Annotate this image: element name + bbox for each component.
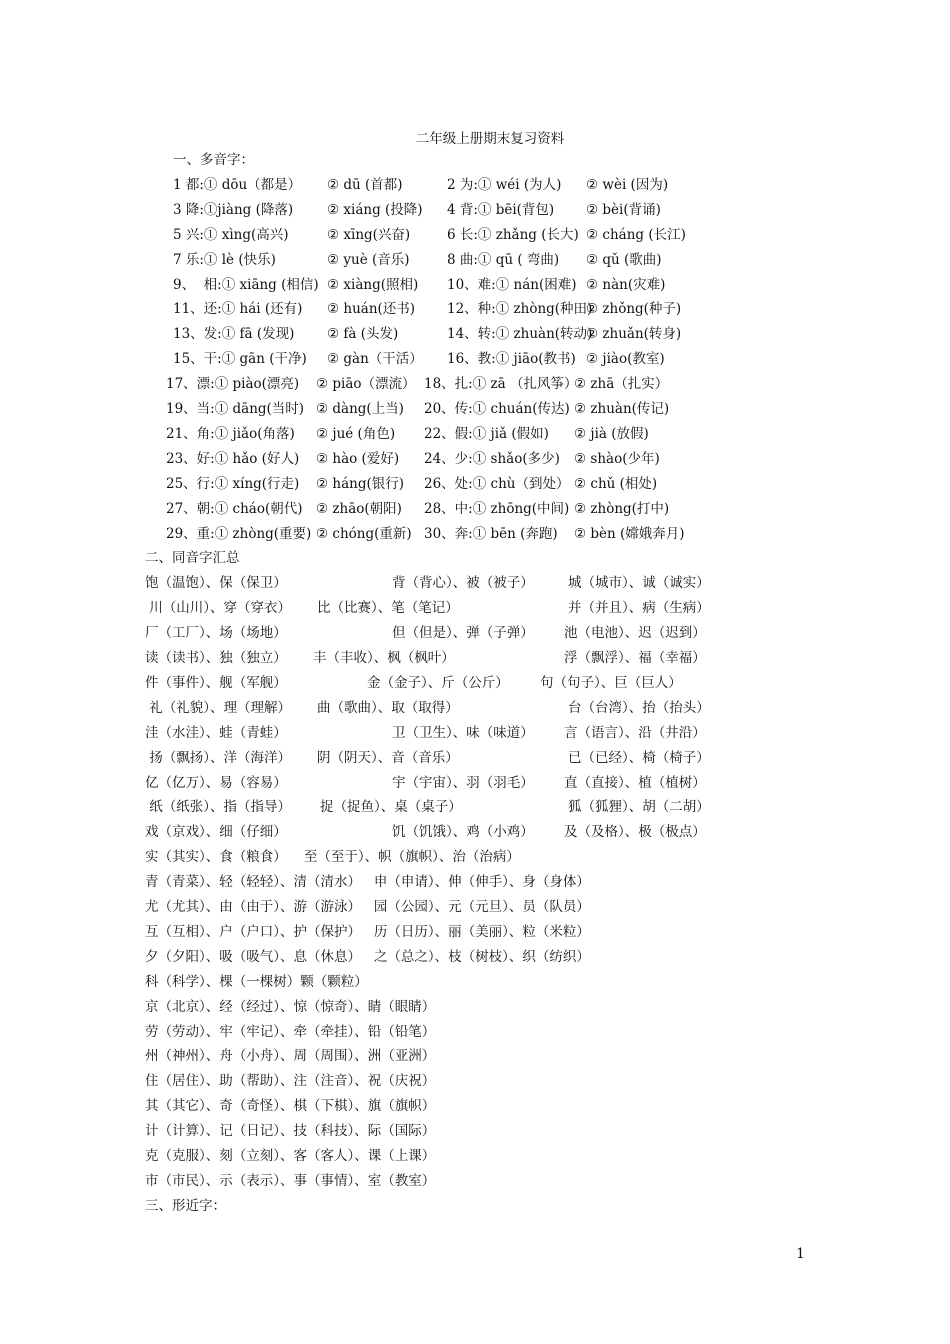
polyphone-row xyxy=(0,200,950,220)
polyphone-entry: ② shào(少年) xyxy=(574,450,660,467)
polyphone-row xyxy=(0,399,950,419)
polyphone-entry: ② zhǒng(种子) xyxy=(586,301,682,318)
homophone-row xyxy=(0,1146,950,1166)
polyphone-row xyxy=(0,449,950,469)
polyphone-row xyxy=(0,275,950,295)
homophone-entry: 夕（夕阳）、吸（吸气）、息（休息） 之（总之）、枝（树枝）、织（纺织） xyxy=(145,948,590,965)
section-heading-homophones xyxy=(0,548,950,568)
polyphone-entry: 4 背:① bēi(背包) xyxy=(447,201,555,218)
polyphone-entry: 1 都:① dōu（都是） xyxy=(173,176,302,193)
homophone-entry: 读（读书）、独（独立） xyxy=(145,650,287,666)
homophone-entry: 科（科学）、棵（一棵树）颗（颗粒） xyxy=(145,973,368,990)
homophone-row xyxy=(0,922,950,942)
polyphone-entry: 6 长:① zhǎng (长大) xyxy=(447,226,579,243)
polyphone-entry: ② zhuǎn(转身) xyxy=(586,326,682,343)
homophone-row xyxy=(0,1022,950,1042)
homophone-entry: 川（山川）、穿（穿衣） xyxy=(145,600,292,617)
polyphone-entry: 23、好:① hǎo (好人) xyxy=(166,450,300,467)
polyphone-entry: ② gàn（干活） xyxy=(327,351,423,368)
polyphone-entry: 19、当:① dāng(当时) xyxy=(166,401,305,417)
polyphone-entry: 27、朝:① cháo(朝代) xyxy=(166,500,303,517)
homophone-entry: 件（事件）、舰（军舰） xyxy=(145,674,287,691)
polyphone-entry: 7 乐:① lè (快乐) xyxy=(173,251,276,268)
polyphone-row xyxy=(0,250,950,270)
section-heading-similar-chars xyxy=(0,1196,950,1216)
homophone-entry: 实（其实）、食（粮食） 至（至于）、帜（旗帜）、治（治病） xyxy=(145,849,520,866)
homophone-entry: 浮（飘浮）、福（幸福） xyxy=(564,650,706,666)
polyphone-entry: 9、 相:① xiāng (相信) xyxy=(173,276,319,293)
polyphone-entry: 11、还:① hái (还有) xyxy=(173,301,303,318)
polyphone-entry: ② zhòng(打中) xyxy=(574,500,670,517)
homophone-row xyxy=(0,1171,950,1191)
homophone-entry: 捉（捉鱼）、桌（桌子） xyxy=(320,799,462,816)
polyphone-entry: 5 兴:① xìng(高兴) xyxy=(173,226,289,243)
polyphone-entry: ② chǔ (相处) xyxy=(574,475,658,492)
section-heading-polyphones xyxy=(0,150,950,170)
polyphone-entry: ② huán(还书) xyxy=(327,301,416,318)
homophone-entry: 狐（狐狸）、胡（二胡） xyxy=(568,799,710,816)
polyphone-entry: 26、处:① chù（到处） xyxy=(424,475,570,492)
polyphone-entry: ② wèi (因为) xyxy=(586,176,669,193)
homophone-entry: 比（比赛）、笔（笔记） xyxy=(317,600,459,617)
homophone-row xyxy=(0,573,950,593)
polyphone-row xyxy=(0,349,950,369)
polyphone-entry: ② fà (头发) xyxy=(327,326,399,343)
homophone-entry: 直（直接）、植（植树） xyxy=(564,774,706,791)
homophone-row xyxy=(0,822,950,842)
homophone-entry: 尤（尤其）、由（由于）、游（游泳） 园（公园）、元（元旦）、员（队员） xyxy=(145,899,590,915)
homophone-row xyxy=(0,673,950,693)
homophone-entry: 克（克服）、刻（立刻）、客（客人）、课（上课） xyxy=(145,1148,436,1164)
polyphone-entry: ② háng(银行) xyxy=(316,475,405,492)
homophone-row xyxy=(0,723,950,743)
polyphone-entry: 16、教:① jiāo(教书) xyxy=(447,351,576,368)
polyphone-entry: 21、角:① jiǎo(角落) xyxy=(166,425,295,442)
polyphone-entry: 3 降:①jiàng (降落) xyxy=(173,201,294,218)
homophone-entry: 并（并且）、病（生病） xyxy=(568,600,710,617)
homophone-row xyxy=(0,897,950,917)
homophone-entry: 饱（温饱）、保（保卫） xyxy=(145,575,287,592)
polyphone-entry: ② hào (爱好) xyxy=(316,450,400,467)
polyphone-entry: ② bèi(背诵) xyxy=(586,201,661,218)
polyphone-entry: ② yuè (音乐) xyxy=(327,251,410,268)
section-heading-text: 三、形近字： xyxy=(145,1197,226,1214)
homophone-entry: 青（青菜）、轻（轻轻）、清（清水） 申（申请）、伸（伸手）、身（身体） xyxy=(145,874,590,891)
polyphone-row xyxy=(0,474,950,494)
polyphone-entry: ② dū (首都) xyxy=(327,176,403,193)
polyphone-entry: ② qǔ (歌曲) xyxy=(586,251,662,268)
homophone-entry: 计（计算）、记（日记）、技（科技）、际（国际） xyxy=(145,1123,436,1140)
homophone-entry: 亿（亿万）、易（容易） xyxy=(145,774,287,791)
polyphone-entry: 29、重:① zhòng(重要) xyxy=(166,525,312,542)
polyphone-entry: 24、少:① shǎo(多少) xyxy=(424,450,560,467)
polyphone-row xyxy=(0,299,950,319)
polyphone-entry: ② piāo（漂流） xyxy=(316,376,416,393)
homophone-row xyxy=(0,872,950,892)
homophone-entry: 城（城市）、诚（诚实） xyxy=(568,575,710,592)
homophone-row xyxy=(0,773,950,793)
homophone-entry: 但（但是）、弹（子弹） xyxy=(392,625,534,642)
polyphone-row xyxy=(0,499,950,519)
polyphone-entry: 25、行:① xíng(行走) xyxy=(166,475,300,492)
polyphone-entry: ② nàn(灾难) xyxy=(586,276,666,293)
document-title: 二年级上册期末复习资料 xyxy=(415,131,565,147)
homophone-entry: 戏（京戏）、细（仔细） xyxy=(145,824,287,841)
homophone-row xyxy=(0,698,950,718)
polyphone-row xyxy=(0,374,950,394)
polyphone-entry: ② jiào(教室) xyxy=(586,351,665,368)
homophone-row xyxy=(0,972,950,992)
polyphone-entry: 8 曲:① qū ( 弯曲) xyxy=(447,251,560,268)
polyphone-entry: 18、扎:① zā （扎风筝） xyxy=(424,376,578,393)
polyphone-entry: 17、漂:① piào(漂亮) xyxy=(166,376,300,393)
homophone-entry: 言（语言）、沿（井沿） xyxy=(564,724,706,741)
homophone-entry: 台（台湾）、抬（抬头） xyxy=(568,699,710,716)
polyphone-entry: ② xiàng(照相) xyxy=(327,276,419,293)
homophone-entry: 厂（工厂）、场（场地） xyxy=(145,625,287,642)
homophone-entry: 其（其它）、奇（奇怪）、棋（下棋）、旗（旗帜） xyxy=(145,1098,436,1115)
polyphone-entry: ② dàng(上当) xyxy=(316,401,404,417)
homophone-entry: 京（北京）、经（经过）、惊（惊奇）、睛（眼睛） xyxy=(145,998,436,1015)
polyphone-entry: ② zhā（扎实） xyxy=(574,376,669,393)
homophone-row xyxy=(0,598,950,618)
homophone-entry: 曲（歌曲）、取（取得） xyxy=(317,699,459,716)
homophone-entry: 金（金子）、斤（公斤） xyxy=(367,674,509,691)
homophone-row xyxy=(0,847,950,867)
section-heading-text: 二、同音字汇总 xyxy=(145,550,240,567)
polyphone-row xyxy=(0,424,950,444)
homophone-entry: 背（背心）、被（被子） xyxy=(392,575,534,592)
homophone-entry: 州（神州）、舟（小舟）、周（周围）、洲（亚洲） xyxy=(145,1048,436,1065)
polyphone-entry: 30、奔:① bēn (奔跑) xyxy=(424,525,558,542)
homophone-entry: 礼（礼貌）、理（理解） xyxy=(145,699,292,716)
polyphone-entry: 20、传:① chuán(传达) xyxy=(424,401,570,417)
homophone-row xyxy=(0,1121,950,1141)
polyphone-entry: ② jià (放假) xyxy=(574,425,649,442)
homophone-row xyxy=(0,1096,950,1116)
homophone-entry: 句（句子）、巨（巨人） xyxy=(540,674,682,691)
polyphone-row xyxy=(0,175,950,195)
homophone-entry: 饥（饥饿）、鸡（小鸡） xyxy=(392,824,534,841)
polyphone-entry: 22、假:① jiǎ (假如) xyxy=(424,425,549,442)
homophone-entry: 劳（劳动）、牢（牢记）、牵（牵挂）、铅（铅笔） xyxy=(145,1023,436,1040)
polyphone-entry: 28、中:① zhōng(中间) xyxy=(424,500,570,517)
polyphone-entry: ② cháng (长江) xyxy=(586,226,686,243)
polyphone-entry: ② xīng(兴奋) xyxy=(327,226,411,243)
homophone-row xyxy=(0,997,950,1017)
homophone-entry: 及（及格）、极（极点） xyxy=(564,824,706,841)
homophone-entry: 互（互相）、户（户口）、护（保护） 历（日历）、丽（美丽）、粒（米粒） xyxy=(145,923,590,940)
homophone-entry: 阴（阴天）、音（音乐） xyxy=(317,749,459,766)
homophone-row xyxy=(0,648,950,668)
polyphone-entry: 15、干:① gān (干净) xyxy=(173,351,307,368)
homophone-entry: 池（电池）、迟（迟到） xyxy=(564,625,706,642)
polyphone-row xyxy=(0,524,950,544)
homophone-row xyxy=(0,623,950,643)
polyphone-entry: ② chóng(重新) xyxy=(316,525,412,542)
homophone-row xyxy=(0,1046,950,1066)
homophone-entry: 宇（宇宙）、羽（羽毛） xyxy=(392,774,534,791)
homophone-row xyxy=(0,1071,950,1091)
homophone-entry: 扬（飘扬）、洋（海洋） xyxy=(145,749,292,766)
polyphone-entry: 13、发:① fā (发现) xyxy=(173,326,295,343)
homophone-entry: 住（居住）、助（帮助）、注（注音）、祝（庆祝） xyxy=(145,1073,436,1090)
polyphone-entry: 12、种:① zhòng(种田) xyxy=(447,301,593,318)
polyphone-entry: 14、转:① zhuàn(转动) xyxy=(447,326,593,343)
homophone-entry: 纸（纸张）、指（指导） xyxy=(145,799,292,816)
homophone-entry: 已（已经）、椅（椅子） xyxy=(568,749,710,766)
polyphone-entry: ② zhāo(朝阳) xyxy=(316,500,402,517)
polyphone-entry: ② bèn (嫦娥奔月) xyxy=(574,525,685,542)
homophone-entry: 市（市民）、示（表示）、事（事情）、室（教室） xyxy=(145,1172,436,1189)
homophone-row xyxy=(0,748,950,768)
page-number: 1 xyxy=(796,1246,805,1262)
homophone-row xyxy=(0,947,950,967)
homophone-entry: 卫（卫生）、味（味道） xyxy=(392,724,534,741)
homophone-row xyxy=(0,797,950,817)
polyphone-entry: 10、难:① nán(困难) xyxy=(447,276,577,293)
homophone-entry: 洼（水洼）、蛙（青蛙） xyxy=(145,724,287,741)
polyphone-entry: ② jué (角色) xyxy=(316,425,396,442)
polyphone-row xyxy=(0,324,950,344)
homophone-entry: 丰（丰收）、枫（枫叶） xyxy=(313,650,455,666)
polyphone-row xyxy=(0,225,950,245)
polyphone-entry: ② zhuàn(传记) xyxy=(574,401,670,417)
polyphone-entry: ② xiáng (投降) xyxy=(327,201,423,218)
polyphone-entry: 2 为:① wéi (为人) xyxy=(447,176,562,193)
section-heading-text: 一、多音字： xyxy=(173,152,254,168)
